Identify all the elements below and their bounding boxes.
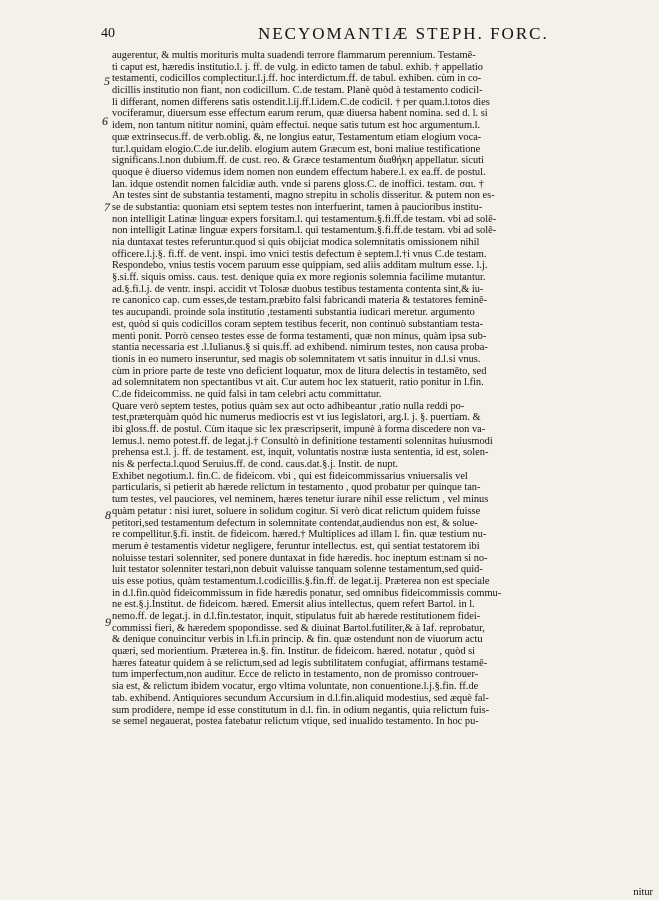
margin-number: 6: [102, 114, 108, 128]
text-line: quàm petatur : nisi iuret, soluere in solidum cogitur. Si verò dicat relictum quidem fuisse: [112, 505, 481, 517]
text-line: menti ponit. Porrò censeo testes esse de forma testamenti, quæ non minus, quàm ipsa sub-: [112, 330, 487, 342]
text-line: petitori,sed testamentum defectum in solemnitate contendat,audiendus non est, & solue-: [112, 517, 478, 529]
text-line: quæri, sed morientium. Præterea in.§. fin. Institur. de fideicom. hæred. notatur , quòd si: [112, 646, 476, 658]
text-line: se semel negauerat, postea fatebatur relictum vtique, sed inualido testamento. In hoc pu-: [112, 716, 479, 728]
text-line: in d.l.fin.quòd fideicommissum in fide hæredis ponatur, sed omnibus fideicommissis commu-: [112, 587, 502, 599]
page-header: [0, 18, 659, 52]
text-line: nemo.ff. de legat.j. in d.l.fin.testator, inquit, stipulatus fuit ab hærede restitutionem fidei-: [112, 611, 481, 622]
text-line: augerentur, & multis morituris multa suadendi terrore flammarum perennium. Testamē-: [112, 50, 476, 61]
text-line: uis esse potius, quàm testamentum.l.codicillis.§.fin.ff. de legat.ij. Præterea non est speciale: [112, 575, 490, 587]
text-line: nia duntaxat testes referuntur.quod si quis obijciat modica solemnitatis omissionem nihil: [112, 237, 480, 248]
text-line: An testes sint de substantia testamenti, magno strepitu in scholis disseritur. & putem non es-: [112, 190, 495, 202]
text-line: re canonico cap. cum esses,de testam.præbito falsi fabricandi materia & testatores feminē-: [112, 295, 488, 307]
text-line: dicillis institutio non fiant, non codicillum. C.de testam. Planè quòd à testamento codicil-: [112, 85, 483, 97]
text-line: lan. idque ostendit nomen falcidiæ auth. vnde si parens gloss.C. de inoffici. testam. σαι. †: [112, 178, 484, 190]
text-line: stantia necessaria est .l.Iulianus.§ si quis.ff. ad exhibend. nimirum testes, non causa proba-: [112, 342, 488, 354]
text-line: prehensa est.l. j. ff. de testament. est, inquit, voluntatis nostræ iusta sententia, id est, solen-: [112, 447, 489, 459]
text-line: ibi gloss.ff. de postul. Cùm itaque sic lex præscripserit, impunè à forma discedere non va-: [112, 424, 486, 435]
text-line: particularis, si petierit ab hærede relictum in testamento , quod probatur per quinque tan-: [112, 482, 481, 494]
text-line: §.si.ff. siquis omiss. caus. test. denique quia ex more regionis solemnia facilime mutantur.: [112, 272, 486, 284]
text-line: C.de fideicommiss. ne quid falsi in tam celebri actu committatur.: [112, 388, 382, 400]
text-line: Quare verò septem testes, potius quàm sex aut octo adhibeantur ,ratio nulla reddi po-: [112, 400, 465, 412]
text-line: tionis in eo numero inseruntur, sed magis ob solemnitatem vt satis innuitur in d.l.si vnus.: [112, 353, 481, 365]
text-line: sia est, & relictum ibidem vocatur, ergo vltima voluntate, non conuentione.l.j.§.fin. ff.de: [112, 681, 479, 693]
text-line: idem, non tantum nititur nomini, quàm effectui. neque satis tutum est hoc argumentum.l.: [112, 120, 481, 132]
text-line: cùm in priore parte de teste vno deficient loquatur, mox de litura delectis in testamēto, sed: [112, 365, 487, 377]
text-line: testamenti, codicillos complectitur.l.j.ff. hoc interdictum.ff. de tabul. exhiben. cùm in co-: [112, 73, 482, 85]
text-line: ti caput est, hæredis institutio.l. j. ff. de vulg. in edicto tamen de tabul. exhib. † appellatio: [112, 61, 483, 73]
text-line: vociferamur, diuersum esse effectum earum rerum, quæ diuersa habent nomina. sed d. l. si: [112, 108, 488, 120]
text-line: quoque è diuerso videmus idem nomen non eundem effectum habere.l. ex ea.ff. de postul.: [112, 166, 486, 178]
text-line: test,præterquàm quòd hic numerus mediocris est vt ius legislatori, arg.l. j. §. puertiam. &: [112, 412, 481, 424]
text-line: est, quòd si quis codicillos coram septem testibus fecerit, non continuò substantiam testa-: [112, 318, 484, 330]
text-line: quæ extrinsecus.ff. de verb.oblig. &, ne longius eatur, Testamentum etiam elogium voca-: [112, 131, 482, 143]
text-line: tum imperfectum,non auditur. Ecce de relicto in testamento, non de promisso controuer-: [112, 669, 479, 681]
text-line: significans.l.non dubium.ff. de cust. reo. & Græce testamentum διαθήκη appellatur. sicuti: [112, 155, 484, 167]
text-line: re compellitur.§.fi. instit. de fideicom. hæred.† Multiplices ad illam l. fin. quæ testium nu-: [112, 529, 487, 541]
text-line: & denique conuincitur verbis in l.fi.in princip. & fin. quæ ostendunt non de viuorum actu: [112, 634, 483, 646]
text-line: non intelligit Latinæ linguæ expers forsitam.l. qui testamentum.§.fi.ff.de testam. vbi ad solē-: [112, 213, 497, 225]
text-line: merum è testamentis videtur negligere, feruntur intellectus. est, qui sentiat testatorem ibi: [112, 540, 480, 552]
margin-number: 7: [104, 200, 110, 214]
catchword: nitur: [633, 887, 653, 898]
margin-number: 8: [105, 508, 111, 522]
text-line: tes aucupandi. proinde sola institutio ,testamenti substantia iudicari meretur. argumento: [112, 307, 475, 319]
text-line: commissi fieri, & hæredem spopondisse. sed & diuinat Bartol.futiliter,& à Iaf. reprobatur,: [112, 622, 485, 634]
text-line: ad solemnitatem non spectantibus vt ait. Cur autem hoc lex statuerit, ratio ponitur in l.fin.: [112, 377, 484, 389]
text-line: ne est.§.j.Institut. de fideicom. hæred. Emersit alius intellectus, quem refert Bartol. in l.: [112, 599, 475, 611]
text-line: lemus.l. nemo potest.ff. de legat.j.† Consultò in definitione testamenti solennitas huiusmodi: [112, 435, 493, 447]
text-line: nis & perfecta.l.quod Seruius.ff. de cond. caus.dat.§.j. Instit. de nupt.: [112, 459, 399, 471]
text-line: li differant, nomen differens satis ostendit.l.ij.ff.l.idem.C.de codicil. † per quam.l.totos dies: [112, 96, 490, 108]
text-line: tab. exhibend. Antiquiores secundum Accursium in d.l.fin.aliquid modestius, sed æquè fal-: [112, 692, 489, 704]
page-number: 40: [101, 26, 115, 41]
text-line: sum prodidere, nempe id esse constitutum in d.l. fin. in odium negantis, quia relictum fuis-: [112, 704, 490, 716]
text-line: officere.l.j.§. fi.ff. de vent. inspi. imo vnici testis defectum è septem.l.†i vnus C.de testam.: [112, 248, 487, 260]
running-head: NECYOMANTIÆ STEPH. FORC.: [258, 24, 549, 43]
text-line: noluisse testari solenniter, sed ponere duntaxat in fide hæredis. hoc ineptum est:nam si no-: [112, 552, 488, 564]
body-text: [112, 50, 600, 895]
text-line: ad.§.fi.l.j. de ventr. inspi. accidit vt Tolosæ duobus testibus testamenta contenta sint,& iu-: [112, 283, 484, 295]
text-line: Respondebo, vnius testis vocem paruum esse quippiam, sed aliis additam multum esse. l.j.: [112, 260, 488, 272]
text-line: luit testator solenniter testari,non debuit valuisse tanquam solenne testamentum,sed quid-: [112, 564, 483, 576]
text-line: hæres fateatur quidem à se relictum,sed ad legis subtilitatem confugiat, affirmans testamē-: [112, 657, 488, 669]
text-line: tur.l.quidam elogio.C.de iur.delib. elogium autem Græcum est, boni maliue testificatione: [112, 143, 481, 155]
text-line: se de substantia: quoniam etsi septem testes non interfuerint, tamen à paucioribus institu-: [112, 201, 483, 213]
text-line: Exhibet negotium.l. fin.C. de fideicom. vbi , qui est fideicommissarius vniuersalis vel: [112, 470, 468, 482]
text-line: non intelligit Latinæ linguæ expers forsitam.l. qui testamentum.§.fi.ff.de testam. vbi ad solē-: [112, 225, 497, 237]
text-line: tum testes, vel pauciores, vel neminem, hæres tenetur iurare nihil esse relictum , vel minus: [112, 494, 489, 506]
margin-number: 5: [104, 74, 110, 88]
margin-number: 9: [105, 615, 111, 629]
